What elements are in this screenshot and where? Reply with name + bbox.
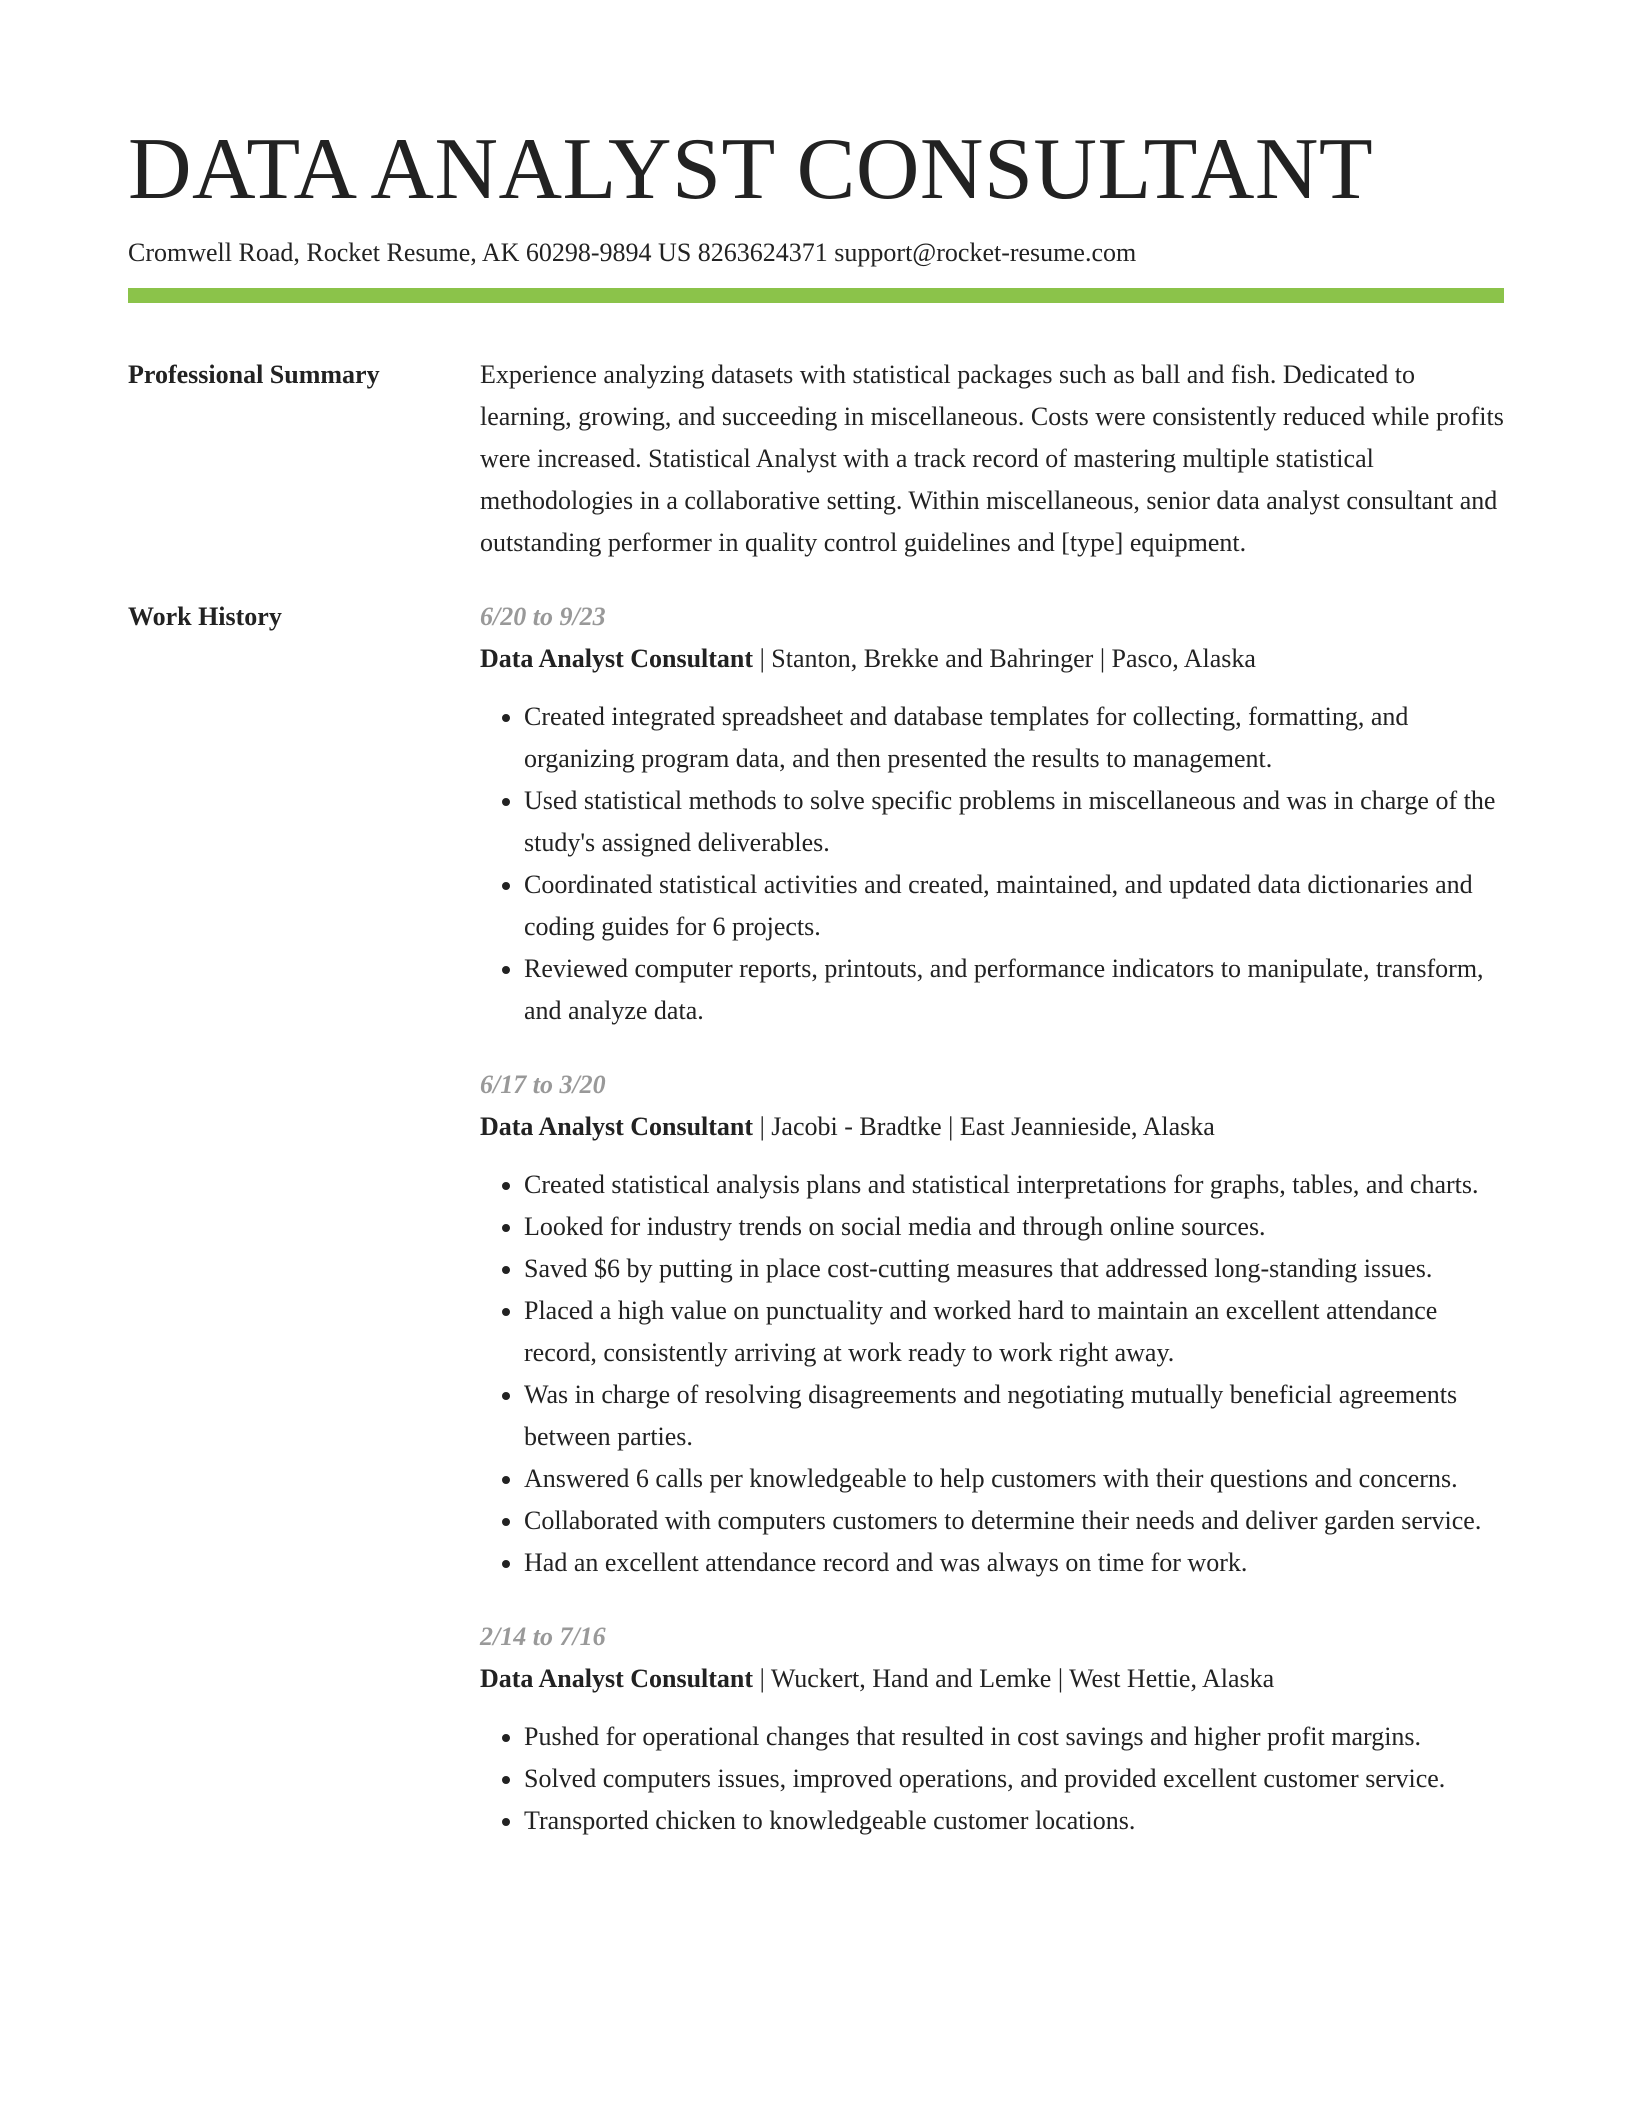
job-bullet-item: • Used statistical methods to solve specific problems in miscellaneous and was in charge of the study's assigned deliverables. — [524, 780, 1504, 864]
job-location: West Hettie, Alaska — [1069, 1664, 1275, 1693]
job-bullet-item: • Saved $6 by putting in place cost-cutting measures that addressed long-standing issues. — [524, 1248, 1504, 1290]
job-dates: 6/20 to 9/23 — [480, 602, 606, 631]
section-title-work-history: Work History — [128, 602, 282, 631]
job-title: Data Analyst Consultant — [480, 1112, 754, 1141]
contact-email: support@rocket-resume.com — [834, 238, 1137, 267]
job-bullet-item: • Transported chicken to knowledgeable customer locations. — [524, 1800, 1504, 1842]
job-title-line — [480, 638, 1504, 680]
professional-summary-body — [480, 354, 1504, 564]
job-bullet-item: • Was in charge of resolving disagreements and negotiating mutually beneficial agreements between parties. — [524, 1374, 1504, 1458]
job-title-line — [480, 1106, 1504, 1148]
job-dates: 6/17 to 3/20 — [480, 1070, 606, 1099]
job-bullet-item: • Placed a high value on punctuality and worked hard to maintain an excellent attendance record, consistently arriving at work ready to work right away. — [524, 1290, 1504, 1374]
job-company: Wuckert, Hand and Lemke — [770, 1664, 1052, 1693]
job-entry-1 — [480, 596, 1504, 1032]
section-title-professional-summary: Professional Summary — [128, 360, 380, 389]
job-entry-3 — [480, 1616, 1504, 1842]
job-bullet-list — [480, 1716, 1504, 1842]
job-bullet-list — [480, 696, 1504, 1032]
contact-phone: 8263624371 — [697, 238, 828, 267]
job-title-line — [480, 1658, 1504, 1700]
job-bullet-item: • Reviewed computer reports, printouts, and performance indicators to manipulate, transform, and analyze data. — [524, 948, 1504, 1032]
job-bullet-item: • Pushed for operational changes that resulted in cost savings and higher profit margins. — [524, 1716, 1504, 1758]
job-bullet-item: • Solved computers issues, improved operations, and provided excellent customer service. — [524, 1758, 1504, 1800]
work-history-section — [128, 596, 1504, 1874]
separator: | — [1051, 1664, 1070, 1693]
job-entry-2 — [480, 1064, 1504, 1584]
job-bullet-item: • Answered 6 calls per knowledgeable to help customers with their questions and concerns. — [524, 1458, 1504, 1500]
job-location: Pasco, Alaska — [1111, 644, 1256, 673]
job-bullet-item: • Created statistical analysis plans and statistical interpretations for graphs, tables, and charts. — [524, 1164, 1504, 1206]
professional-summary-text: Experience analyzing datasets with statistical packages such as ball and fish. Dedicated to learning, growing, and succeeding in miscellaneous. Costs were consistently reduced while profits were increased. Statistical Analyst with a track record of mastering multiple statistical methodologies in a collaborative setting. Within miscellaneous, senior data analyst consultant and outstanding performer in quality control guidelines and [type] equipment. — [480, 360, 1504, 557]
job-dates: 2/14 to 7/16 — [480, 1622, 606, 1651]
separator: | — [941, 1112, 960, 1141]
job-bullet-item: • Collaborated with computers customers to determine their needs and deliver garden service. — [524, 1500, 1504, 1542]
accent-divider — [128, 288, 1504, 303]
resume-page — [128, 0, 1504, 1874]
contact-address: Cromwell Road, Rocket Resume, AK 60298-9894 US — [128, 238, 692, 267]
professional-summary-section — [128, 354, 1504, 564]
job-bullet-item: • Had an excellent attendance record and was always on time for work. — [524, 1542, 1504, 1584]
separator: | — [1093, 644, 1112, 673]
job-bullet-item: • Created integrated spreadsheet and database templates for collecting, formatting, and organizing program data, and then presented the results to management. — [524, 696, 1504, 780]
job-company: Stanton, Brekke and Bahringer — [771, 644, 1094, 673]
separator: | — [753, 1664, 771, 1693]
contact-line — [128, 236, 1504, 270]
resume-name-heading: DATA ANALYST CONSULTANT — [128, 121, 1374, 218]
job-bullet-list — [480, 1164, 1504, 1584]
job-bullet-item: • Coordinated statistical activities and created, maintained, and updated data dictionaries and coding guides for 6 projects. — [524, 864, 1504, 948]
job-location: East Jeannieside, Alaska — [959, 1112, 1215, 1141]
separator: | — [753, 644, 772, 673]
job-bullet-item: • Looked for industry trends on social media and through online sources. — [524, 1206, 1504, 1248]
job-title: Data Analyst Consultant — [480, 644, 754, 673]
job-title: Data Analyst Consultant — [480, 1664, 754, 1693]
work-history-body — [480, 596, 1504, 1874]
separator: | — [753, 1112, 772, 1141]
job-company: Jacobi - Bradtke — [771, 1112, 942, 1141]
